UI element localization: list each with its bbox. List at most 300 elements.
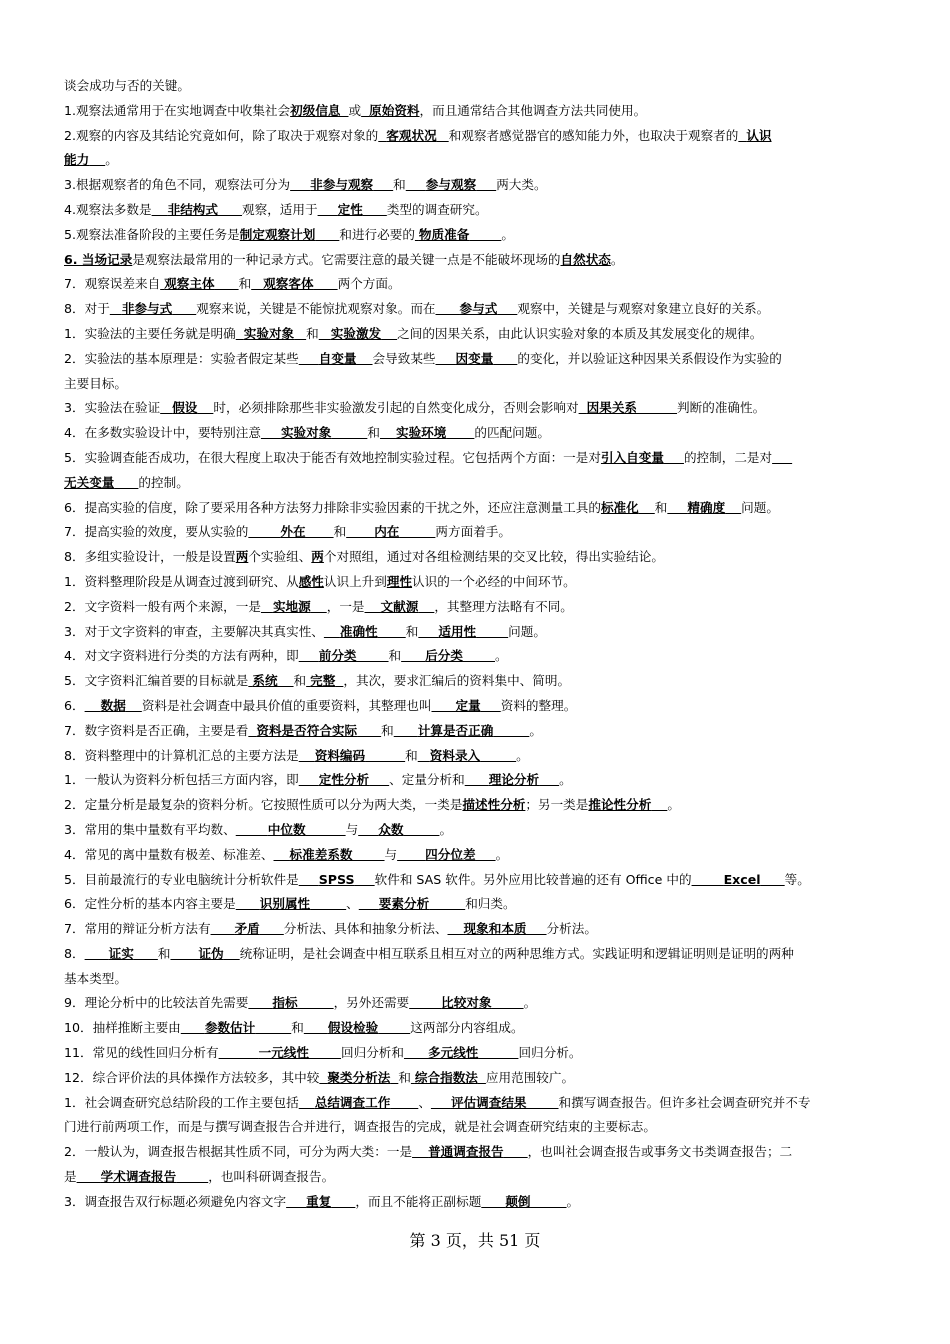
underline-pad xyxy=(310,896,346,911)
text-line xyxy=(64,1190,886,1215)
line-text: 1.观察法通常用于在实地调查中收集社会 xyxy=(64,102,291,118)
line-text: 的匹配问题。 xyxy=(474,425,550,441)
answer-blank: 证伪 xyxy=(198,945,224,961)
text-line xyxy=(64,1016,886,1041)
text-line xyxy=(64,1041,886,1066)
underline-pad xyxy=(298,995,334,1010)
line-text: 3.根据观察者的角色不同，观察法可分为 xyxy=(64,177,291,193)
answer-blank: 定性分析 xyxy=(318,772,370,788)
line-text: 和 xyxy=(381,722,394,738)
underline-pad xyxy=(278,673,294,688)
line-text: 与 xyxy=(345,821,359,837)
answer-blank: 资料编码 xyxy=(314,747,366,763)
underline-pad xyxy=(306,524,334,539)
text-line xyxy=(64,595,886,620)
line-text: 7．观察误差来自 xyxy=(64,276,161,292)
underline-pad xyxy=(355,872,375,887)
answer-blank: 参数估计 xyxy=(204,1020,256,1036)
line-text: 7．提高实验的效度，要从实验的 xyxy=(64,524,249,540)
answer-blank: 资料是否符合实际 xyxy=(256,722,358,738)
answer-blank: 指标 xyxy=(272,995,298,1011)
answer-blank: 非结构式 xyxy=(167,201,218,217)
line-text: 1．资料整理阶段是从调查过渡到研究、从 xyxy=(64,573,299,589)
underline-pad xyxy=(725,500,741,515)
line-text: 判断的准确性。 xyxy=(677,400,766,416)
underline-pad xyxy=(353,847,385,862)
text-line xyxy=(64,892,886,917)
answer-blank: 自然状态 xyxy=(560,251,611,267)
underline-pad xyxy=(299,772,319,787)
text-line xyxy=(64,496,886,521)
line-text: 的变化，并以验证这种因果关系假设作为实验的 xyxy=(517,350,782,366)
underline-pad xyxy=(504,1144,528,1159)
underline-pad xyxy=(401,648,425,663)
underline-pad xyxy=(224,946,240,961)
underline-pad xyxy=(539,772,559,787)
line-text: 5．实验调查能否成功，在很大程度上取决于能否有效地控制实验过程。它包括两个方面：一是对 xyxy=(64,449,601,465)
text-line xyxy=(64,768,886,793)
line-text: 9．理论分析中的比较法首先需要 xyxy=(64,995,249,1011)
answer-blank: 实验对象 xyxy=(243,325,295,341)
answer-blank: 现象和本质 xyxy=(463,921,527,937)
answer-blank: Excel xyxy=(723,871,761,887)
underline-pad xyxy=(274,847,290,862)
text-line xyxy=(64,1140,886,1165)
underline-pad xyxy=(692,872,724,887)
underline-pad xyxy=(493,723,529,738)
line-text: ，而且通常结合其他调查方法共同使用。 xyxy=(419,102,647,118)
underline-pad xyxy=(437,128,449,143)
underline-pad xyxy=(299,872,319,887)
text-line xyxy=(64,967,886,992)
underline-pad xyxy=(469,227,501,242)
line-text: ；另一类是 xyxy=(525,797,589,813)
line-text: 11．常见的线性回归分析有 xyxy=(64,1045,219,1061)
line-text: 4．常见的离中量数有极差、标准差、 xyxy=(64,846,274,862)
line-text: 回归分析和 xyxy=(341,1045,404,1061)
answer-blank: 标准化 xyxy=(600,499,639,515)
underline-pad xyxy=(664,450,684,465)
underline-pad xyxy=(286,1194,306,1209)
underline-pad xyxy=(431,698,455,713)
line-text: 和归类。 xyxy=(465,896,516,912)
line-text: 的控制。 xyxy=(138,474,189,490)
answer-blank: 描述性分析 xyxy=(462,797,526,813)
underline-pad xyxy=(134,946,158,961)
line-text: 12．综合评价法的具体操作方法较多，其中较 xyxy=(64,1069,320,1085)
answer-blank: 外在 xyxy=(280,524,306,540)
answer-blank: 文献源 xyxy=(380,598,419,614)
line-text: ，其整理方法略有不同。 xyxy=(434,598,573,614)
line-text: 等。 xyxy=(784,871,810,887)
text-line xyxy=(64,793,886,818)
page-footer xyxy=(0,1228,950,1251)
underline-pad xyxy=(357,723,381,738)
line-text: 的控制，二是对 xyxy=(683,449,773,465)
underline-pad xyxy=(181,1020,205,1035)
answer-blank: 假设 xyxy=(172,400,198,416)
answer-blank: 中位数 xyxy=(267,821,306,837)
underline-pad xyxy=(358,822,378,837)
line-text: 门进行前两项工作，而是与撰写调查报告合并进行，调查报告的完成，就是社会调查研究结束的主要标志。 xyxy=(64,1119,656,1135)
line-text: 。 xyxy=(667,797,680,813)
line-text: 。 xyxy=(559,772,572,788)
line-text: 和 xyxy=(654,499,668,515)
line-text: 3．对于文字资料的审查，主要解决其真实性、 xyxy=(64,623,324,639)
underline-pad xyxy=(304,1020,328,1035)
line-text: 个实验组、 xyxy=(248,549,312,565)
underline-pad xyxy=(299,748,315,763)
answer-blank: 综合指数法 xyxy=(414,1069,478,1085)
line-text: 8． xyxy=(64,945,85,961)
underline-pad xyxy=(172,301,196,316)
answer-blank: 观察主体 xyxy=(164,276,215,292)
text-line xyxy=(64,520,886,545)
answer-blank: 重复 xyxy=(306,1193,332,1209)
underline-pad xyxy=(248,995,272,1010)
line-text: 1．一般认为资料分析包括三方面内容，即 xyxy=(64,772,299,788)
answer-blank: 客观状况 xyxy=(386,127,437,143)
line-text: 与 xyxy=(384,846,398,862)
underline-pad xyxy=(409,995,441,1010)
text-line xyxy=(64,1165,886,1190)
answer-blank: 非参与式 xyxy=(121,301,173,317)
underline-pad xyxy=(299,351,319,366)
answer-blank: 定量 xyxy=(455,697,481,713)
underline-pad xyxy=(492,995,524,1010)
underline-pad xyxy=(359,896,379,911)
text-line xyxy=(64,74,886,99)
line-text: 2．定量分析是最复杂的资料分析。它按照性质可以分为两大类，一类是 xyxy=(64,797,463,813)
underline-pad xyxy=(418,748,430,763)
answer-blank: 推论性分析 xyxy=(588,797,652,813)
line-text: 。 xyxy=(495,846,509,862)
underline-pad xyxy=(314,276,338,291)
underline-pad xyxy=(306,822,346,837)
line-text: 4．在多数实验设计中，要特别注意 xyxy=(64,425,261,441)
text-line xyxy=(64,942,886,967)
answer-blank: 能力 xyxy=(64,152,90,168)
line-text: 问题。 xyxy=(741,499,779,515)
line-text: 和 xyxy=(405,747,418,763)
underline-pad xyxy=(77,1169,101,1184)
answer-blank: 数据 xyxy=(100,697,126,713)
answer-blank: 初级信息 xyxy=(290,102,341,118)
answer-blank: 准确性 xyxy=(339,623,378,639)
answer-blank: 引入自变量 xyxy=(600,449,664,465)
text-line xyxy=(64,272,886,297)
answer-blank: 非参与观察 xyxy=(310,177,374,193)
underline-pad xyxy=(381,326,397,341)
line-text: 应用范围较广。 xyxy=(485,1069,575,1085)
underline-pad xyxy=(480,748,516,763)
underline-pad xyxy=(418,624,438,639)
line-text: 和撰写调查报告。但许多社会调查研究并不专 xyxy=(558,1094,811,1110)
line-text: 分析法。 xyxy=(546,921,597,937)
line-text: 6． xyxy=(64,697,85,713)
underline-pad xyxy=(236,896,260,911)
page-number: 第 3 页，共 51 页 xyxy=(409,1231,541,1250)
line-text: 两个方面。 xyxy=(337,276,401,292)
underline-pad xyxy=(476,177,496,192)
underline-pad xyxy=(294,326,306,341)
underline-pad xyxy=(236,326,244,341)
underline-pad xyxy=(290,177,310,192)
underline-pad xyxy=(152,202,168,217)
underline-pad xyxy=(341,103,349,118)
line-text: 和进行必要的 xyxy=(339,226,415,242)
text-line xyxy=(64,347,886,372)
line-text: 5．目前最流行的专业电脑统计分析软件是 xyxy=(64,871,299,887)
text-line xyxy=(64,1091,886,1116)
underline-pad xyxy=(197,400,213,415)
underline-pad xyxy=(431,1095,451,1110)
text-line xyxy=(64,818,886,843)
underline-pad xyxy=(476,624,508,639)
document-body xyxy=(64,74,886,1215)
line-text: 和 xyxy=(293,673,307,689)
underline-pad xyxy=(403,822,439,837)
underline-pad xyxy=(463,648,495,663)
text-line xyxy=(64,1115,886,1140)
underline-pad xyxy=(331,425,367,440)
line-text: 和 xyxy=(306,325,319,341)
answer-blank: 理论分析 xyxy=(488,772,540,788)
answer-blank: 观察客体 xyxy=(263,276,314,292)
underline-pad xyxy=(255,1020,291,1035)
underline-pad xyxy=(357,351,373,366)
text-line xyxy=(64,99,886,124)
answer-blank: 颠倒 xyxy=(505,1193,531,1209)
line-text: 。 xyxy=(516,747,529,763)
line-text: 个对照组，通过对各组检测结果的交叉比较，得出实验结论。 xyxy=(323,549,664,565)
line-text: 之间的因果关系，由此认识实验对象的本质及其发展变化的规律。 xyxy=(397,325,763,341)
line-text: 。 xyxy=(105,152,118,168)
line-text: 6．提高实验的信度，除了要采用各种方法努力排除非实验因素的干扰之外，还应注意测量工具的 xyxy=(64,499,601,515)
underline-pad xyxy=(412,1144,428,1159)
line-text: 观察中，关键是与观察对象建立良好的关系。 xyxy=(517,301,770,317)
answer-blank: 识别属性 xyxy=(259,896,311,912)
line-text: ，而且不能将正副标题 xyxy=(355,1193,482,1209)
text-line xyxy=(64,148,886,173)
text-line xyxy=(64,694,886,719)
line-text: 3．常用的集中量数有平均数、 xyxy=(64,821,236,837)
text-line xyxy=(64,644,886,669)
underline-pad xyxy=(637,400,677,415)
underline-pad xyxy=(397,847,425,862)
text-line xyxy=(64,173,886,198)
line-text: 。 xyxy=(529,722,542,738)
underline-pad xyxy=(446,425,474,440)
line-text: 。 xyxy=(494,648,508,664)
underline-pad xyxy=(394,723,418,738)
answer-blank: 假设检验 xyxy=(327,1020,379,1036)
underline-pad xyxy=(639,500,655,515)
line-text: 4．对文字资料进行分类的方法有两种，即 xyxy=(64,648,299,664)
line-text: 2.观察的内容及其结论究竟如何，除了取决于观察对象的 xyxy=(64,127,379,143)
line-text: 6．定性分析的基本内容主要是 xyxy=(64,896,236,912)
text-line xyxy=(64,620,886,645)
answer-blank: 理性 xyxy=(386,573,413,589)
answer-blank: 计算是否正确 xyxy=(417,722,494,738)
line-text: 观察来说，关键是不能惊扰观察对象。而在 xyxy=(196,301,436,317)
line-text: 8．对于 xyxy=(64,301,110,317)
line-text: 2．实验法的基本原理是：实验者假定某些 xyxy=(64,350,299,366)
answer-blank: 一元线性 xyxy=(258,1045,309,1061)
underline-pad xyxy=(89,152,105,167)
text-line xyxy=(64,545,886,570)
text-line xyxy=(64,421,886,446)
text-line xyxy=(64,669,886,694)
underline-pad xyxy=(215,276,239,291)
text-line xyxy=(64,991,886,1016)
text-line xyxy=(64,372,886,397)
answer-blank: 比较对象 xyxy=(441,995,492,1011)
underline-pad xyxy=(311,599,327,614)
line-text: 和观察者感觉器官的感知能力外，也取决于观察者的 xyxy=(448,127,739,143)
answer-blank: 因果关系 xyxy=(586,400,637,416)
line-text: 是观察法最常用的一种记录方式。它需要注意的最关键一点是不能破坏现场的 xyxy=(132,251,561,267)
line-text: 。 xyxy=(523,995,537,1011)
line-text: ，另外还需要 xyxy=(333,995,410,1011)
underline-pad xyxy=(218,202,242,217)
underline-pad xyxy=(378,624,406,639)
line-text: 两方面着手。 xyxy=(435,524,511,540)
answer-blank: 后分类 xyxy=(425,648,463,664)
answer-blank: 适用性 xyxy=(438,623,477,639)
answer-blank: 自变量 xyxy=(318,350,357,366)
answer-blank: 系统 xyxy=(252,673,278,689)
line-text: ，其次，要求汇编后的资料集中、简明。 xyxy=(343,673,571,689)
line-text: ，也叫科研调查报告。 xyxy=(208,1169,335,1185)
underline-pad xyxy=(399,524,435,539)
line-text: 2．文字资料一般有两个来源，一是 xyxy=(64,598,261,614)
underline-pad xyxy=(481,1194,505,1209)
line-text: 8．多组实验设计，一般是设置 xyxy=(64,549,236,565)
answer-blank: 实验激发 xyxy=(330,325,382,341)
line-text: 和 xyxy=(291,1020,304,1036)
underline-pad xyxy=(319,326,331,341)
answer-blank: 完整 xyxy=(310,673,336,689)
line-text: 。 xyxy=(566,1193,580,1209)
text-line xyxy=(64,124,886,149)
text-line xyxy=(64,744,886,769)
line-text: 分析法、具体和抽象分析法、 xyxy=(283,921,448,937)
line-text: 、 xyxy=(418,1094,431,1110)
line-text: 和 xyxy=(405,623,419,639)
answer-blank: 无关变量 xyxy=(64,474,115,490)
text-line xyxy=(64,198,886,223)
line-text: 资料是社会调查中最具价值的重要资料，其整理也叫 xyxy=(141,697,432,713)
text-line xyxy=(64,223,886,248)
line-text: 、 xyxy=(346,896,359,912)
underline-pad xyxy=(772,450,792,465)
underline-pad xyxy=(761,872,785,887)
text-line xyxy=(64,322,886,347)
answer-blank: SPSS xyxy=(318,871,355,887)
underline-pad xyxy=(448,921,464,936)
underline-pad xyxy=(465,772,489,787)
underline-pad xyxy=(436,301,460,316)
text-line xyxy=(64,843,886,868)
line-text: 。 xyxy=(439,821,453,837)
underline-pad xyxy=(378,1020,410,1035)
underline-pad xyxy=(651,797,667,812)
text-line xyxy=(64,868,886,893)
line-text: 1．社会调查研究总结阶段的工作主要包括 xyxy=(64,1094,299,1110)
answer-blank: 因变量 xyxy=(455,350,494,366)
underline-pad xyxy=(299,648,319,663)
text-line xyxy=(64,471,886,496)
line-text: 3．实验法在验证 xyxy=(64,400,161,416)
underline-pad xyxy=(114,475,138,490)
text-line xyxy=(64,446,886,471)
answer-blank: 精确度 xyxy=(687,499,726,515)
line-text: 回归分析。 xyxy=(518,1045,582,1061)
line-text: 软件和 SAS 软件。另外应用比较普遍的还有 Office 中的 xyxy=(374,871,692,887)
text-line xyxy=(64,917,886,942)
text-line xyxy=(64,719,886,744)
text-line xyxy=(64,1066,886,1091)
line-text: 。 xyxy=(501,226,514,242)
underline-pad xyxy=(309,1045,341,1060)
answer-blank: 两 xyxy=(311,549,324,565)
underline-pad xyxy=(531,1194,567,1209)
line-text: 8．资料整理中的计算机汇总的主要方法是 xyxy=(64,747,299,763)
answer-blank: 物质准备 xyxy=(418,226,470,242)
line-text: 这两部分内容组成。 xyxy=(410,1020,524,1036)
underline-pad xyxy=(315,227,339,242)
line-text: 和 xyxy=(367,425,380,441)
line-text: 和 xyxy=(238,276,252,292)
answer-blank: 认识 xyxy=(746,127,772,143)
line-text: 资料的整理。 xyxy=(500,697,577,713)
answer-blank: 参与观察 xyxy=(425,177,477,193)
underline-pad xyxy=(85,946,109,961)
underline-pad xyxy=(406,177,426,192)
underline-pad xyxy=(365,748,405,763)
answer-blank: 定性 xyxy=(337,201,363,217)
underline-pad xyxy=(404,1045,428,1060)
underline-pad xyxy=(219,1045,259,1060)
underline-pad xyxy=(481,698,501,713)
line-text: 观察，适用于 xyxy=(242,201,318,217)
underline-pad xyxy=(527,1095,559,1110)
answer-blank: 聚类分析法 xyxy=(327,1069,391,1085)
line-text: 、定量分析和 xyxy=(389,772,465,788)
line-text: 统称证明，是社会调查中相互联系且相互对立的两种思维方式。实践证明和逻辑证明则是证明的两种 xyxy=(239,945,794,961)
underline-pad xyxy=(261,599,273,614)
answer-blank: 资料录入 xyxy=(429,747,481,763)
underline-pad xyxy=(85,698,101,713)
line-text: 4.观察法多数是 xyxy=(64,201,152,217)
line-text: 类型的调查研究。 xyxy=(386,201,488,217)
text-line xyxy=(64,396,886,421)
underline-pad xyxy=(160,400,172,415)
answer-blank: 6. 当场记录 xyxy=(64,251,133,267)
line-text: ，一是 xyxy=(326,598,365,614)
underline-pad xyxy=(527,921,547,936)
answer-blank: 参与式 xyxy=(459,301,498,317)
line-text: 两大类。 xyxy=(496,177,547,193)
line-text: 5.观察法准备阶段的主要任务是 xyxy=(64,226,240,242)
line-text: 和 xyxy=(388,648,402,664)
underline-pad xyxy=(299,1095,315,1110)
answer-blank: 前分类 xyxy=(318,648,357,664)
underline-pad xyxy=(346,524,374,539)
answer-blank: 两 xyxy=(235,549,249,565)
underline-pad xyxy=(476,847,496,862)
